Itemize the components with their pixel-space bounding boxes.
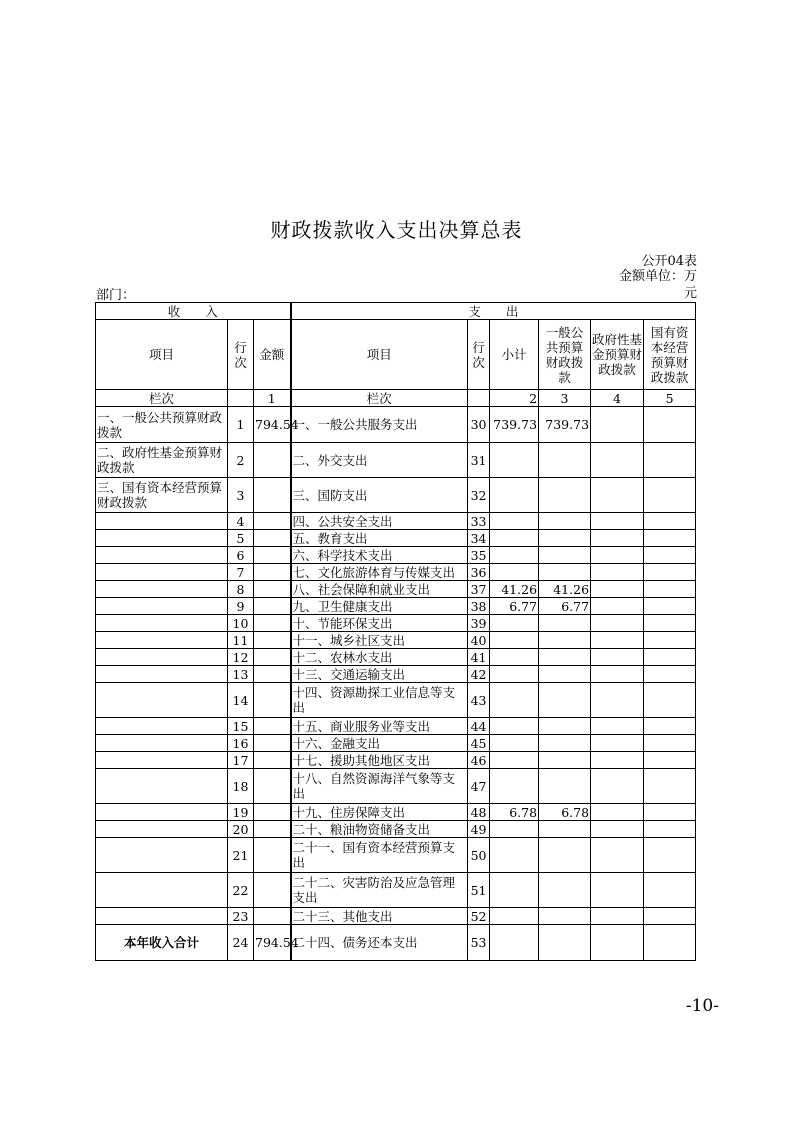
general-budget-cell xyxy=(539,718,591,735)
subtotal-header: 小计 xyxy=(490,320,539,390)
column-index-5: 5 xyxy=(644,390,696,407)
expense-line-cell: 43 xyxy=(468,683,490,718)
income-line-cell: 11 xyxy=(228,632,254,649)
income-amount-cell: 794.54 xyxy=(254,407,291,443)
table-row xyxy=(96,752,696,769)
expense-line-cell: 38 xyxy=(468,598,490,615)
table-row xyxy=(96,478,696,513)
table-row xyxy=(96,908,696,925)
subtotal-cell xyxy=(490,821,539,838)
subtotal-cell xyxy=(490,718,539,735)
income-item-cell xyxy=(96,718,228,735)
income-amount-cell xyxy=(254,547,291,564)
expense-item-cell: 二十一、国有资本经营预算支出 xyxy=(291,838,468,873)
subtotal-cell xyxy=(490,564,539,581)
general-budget-cell xyxy=(539,666,591,683)
state-capital-cell xyxy=(644,838,696,873)
table-row xyxy=(96,632,696,649)
expense-line-cell: 46 xyxy=(468,752,490,769)
expense-item-cell: 一、一般公共服务支出 xyxy=(291,407,468,443)
income-line-cell: 4 xyxy=(228,513,254,530)
state-capital-cell xyxy=(644,718,696,735)
income-item-cell xyxy=(96,649,228,666)
state-capital-cell xyxy=(644,513,696,530)
table-row xyxy=(96,735,696,752)
gov-fund-cell xyxy=(591,547,644,564)
income-line-cell: 2 xyxy=(228,443,254,478)
table-row xyxy=(96,530,696,547)
column-index-3: 3 xyxy=(539,390,591,407)
subtotal-cell xyxy=(490,478,539,513)
income-amount-cell xyxy=(254,564,291,581)
general-budget-cell xyxy=(539,547,591,564)
column-index-1: 1 xyxy=(254,390,291,407)
table-row xyxy=(96,598,696,615)
column-index-4: 4 xyxy=(591,390,644,407)
income-item-cell xyxy=(96,752,228,769)
income-amount-cell xyxy=(254,443,291,478)
income-line-cell: 23 xyxy=(228,908,254,925)
table-row xyxy=(96,769,696,804)
state-capital-cell xyxy=(644,407,696,443)
expense-item-cell: 二、外交支出 xyxy=(291,443,468,478)
expense-line-cell: 48 xyxy=(468,804,490,821)
gov-fund-cell xyxy=(591,925,644,961)
expense-line-cell: 34 xyxy=(468,530,490,547)
income-amount-cell xyxy=(254,598,291,615)
income-item-cell xyxy=(96,547,228,564)
state-capital-cell xyxy=(644,443,696,478)
expense-item-cell: 十一、城乡社区支出 xyxy=(291,632,468,649)
general-budget-cell xyxy=(539,615,591,632)
income-amount-cell xyxy=(254,908,291,925)
general-budget-cell: 41.26 xyxy=(539,581,591,598)
expense-item-cell: 二十、粮油物资储备支出 xyxy=(291,821,468,838)
expense-item-cell: 十三、交通运输支出 xyxy=(291,666,468,683)
expense-item-cell: 十四、资源勘探工业信息等支出 xyxy=(291,683,468,718)
general-budget-cell xyxy=(539,752,591,769)
gov-fund-cell xyxy=(591,821,644,838)
expense-item-cell: 十、节能环保支出 xyxy=(291,615,468,632)
expense-item-cell: 十二、农林水支出 xyxy=(291,649,468,666)
table-row xyxy=(96,443,696,478)
gov-fund-cell xyxy=(591,649,644,666)
income-item-cell xyxy=(96,564,228,581)
income-line-cell: 20 xyxy=(228,821,254,838)
expense-item-cell: 十五、商业服务业等支出 xyxy=(291,718,468,735)
table-row xyxy=(96,407,696,443)
general-budget-cell xyxy=(539,769,591,804)
subtotal-cell xyxy=(490,683,539,718)
income-item-cell xyxy=(96,873,228,908)
gov-fund-cell xyxy=(591,478,644,513)
expense-line-cell: 44 xyxy=(468,718,490,735)
state-capital-cell xyxy=(644,821,696,838)
gov-fund-cell xyxy=(591,683,644,718)
table-row xyxy=(96,683,696,718)
gov-fund-cell xyxy=(591,581,644,598)
income-line-cell: 21 xyxy=(228,838,254,873)
expense-line-cell: 51 xyxy=(468,873,490,908)
income-line-cell: 13 xyxy=(228,666,254,683)
table-row xyxy=(96,666,696,683)
income-line-cell: 9 xyxy=(228,598,254,615)
expense-line-cell: 45 xyxy=(468,735,490,752)
page-title: 财政拨款收入支出决算总表 xyxy=(270,218,523,242)
gov-fund-cell xyxy=(591,838,644,873)
column-index-2: 2 xyxy=(490,390,539,407)
general-budget-cell xyxy=(539,632,591,649)
expense-header: 支 出 xyxy=(291,303,696,320)
income-line-header: 行次 xyxy=(228,320,254,390)
expense-item-cell: 二十三、其他支出 xyxy=(291,908,468,925)
gov-fund-cell xyxy=(591,873,644,908)
income-item-cell xyxy=(96,735,228,752)
general-budget-cell xyxy=(539,443,591,478)
general-budget-cell: 739.73 xyxy=(539,407,591,443)
column-index-empty xyxy=(228,390,254,407)
expense-item-cell: 二十二、灾害防治及应急管理支出 xyxy=(291,873,468,908)
state-capital-cell xyxy=(644,873,696,908)
state-capital-cell xyxy=(644,615,696,632)
general-budget-cell xyxy=(539,925,591,961)
income-item-cell xyxy=(96,804,228,821)
income-line-cell: 19 xyxy=(228,804,254,821)
income-amount-cell xyxy=(254,632,291,649)
income-item-cell xyxy=(96,838,228,873)
income-item-cell: 三、国有资本经营预算财政拨款 xyxy=(96,478,228,513)
state-capital-cell xyxy=(644,478,696,513)
income-amount-cell xyxy=(254,873,291,908)
general-budget-cell: 6.77 xyxy=(539,598,591,615)
income-header: 收 入 xyxy=(96,303,291,320)
expense-item-cell: 十八、自然资源海洋气象等支出 xyxy=(291,769,468,804)
gov-fund-cell xyxy=(591,407,644,443)
expense-line-cell: 37 xyxy=(468,581,490,598)
general-budget-cell xyxy=(539,564,591,581)
income-line-cell: 14 xyxy=(228,683,254,718)
table-row xyxy=(96,513,696,530)
income-item-cell xyxy=(96,666,228,683)
amount-unit: 金额单位：万元 xyxy=(618,269,697,301)
gov-fund-cell xyxy=(591,752,644,769)
income-item-header: 项目 xyxy=(96,320,228,390)
gov-fund-cell xyxy=(591,735,644,752)
income-item-cell xyxy=(96,769,228,804)
expense-line-cell: 30 xyxy=(468,407,490,443)
general-budget-cell xyxy=(539,838,591,873)
subtotal-cell xyxy=(490,735,539,752)
subtotal-cell xyxy=(490,838,539,873)
table-row xyxy=(96,821,696,838)
subtotal-cell xyxy=(490,513,539,530)
income-item-cell: 本年收入合计 xyxy=(96,925,228,961)
general-budget-cell xyxy=(539,683,591,718)
subtotal-cell: 6.78 xyxy=(490,804,539,821)
income-line-cell: 1 xyxy=(228,407,254,443)
income-amount-cell: 794.54 xyxy=(254,925,291,961)
general-budget-cell xyxy=(539,649,591,666)
income-amount-cell xyxy=(254,615,291,632)
income-item-cell xyxy=(96,615,228,632)
income-item-cell: 一、一般公共预算财政拨款 xyxy=(96,407,228,443)
expense-item-cell: 九、卫生健康支出 xyxy=(291,598,468,615)
state-capital-cell xyxy=(644,804,696,821)
general-budget-cell xyxy=(539,478,591,513)
subtotal-cell xyxy=(490,530,539,547)
form-number: 公开04表 xyxy=(641,254,697,269)
income-line-cell: 5 xyxy=(228,530,254,547)
income-amount-cell xyxy=(254,530,291,547)
column-index-label: 栏次 xyxy=(96,390,228,407)
state-capital-cell xyxy=(644,769,696,804)
gov-fund-cell xyxy=(591,769,644,804)
table-row xyxy=(96,615,696,632)
expense-line-cell: 41 xyxy=(468,649,490,666)
state-capital-cell xyxy=(644,683,696,718)
expense-item-cell: 四、公共安全支出 xyxy=(291,513,468,530)
gov-fund-cell xyxy=(591,632,644,649)
income-item-cell xyxy=(96,821,228,838)
expense-line-cell: 32 xyxy=(468,478,490,513)
income-amount-cell xyxy=(254,718,291,735)
expense-line-cell: 31 xyxy=(468,443,490,478)
fiscal-summary-table xyxy=(95,302,696,961)
income-item-cell xyxy=(96,908,228,925)
expense-item-header: 项目 xyxy=(291,320,468,390)
income-line-cell: 16 xyxy=(228,735,254,752)
general-budget-cell xyxy=(539,873,591,908)
table-row xyxy=(96,838,696,873)
state-capital-cell xyxy=(644,752,696,769)
income-line-cell: 22 xyxy=(228,873,254,908)
income-line-cell: 12 xyxy=(228,649,254,666)
income-amount-header: 金额 xyxy=(254,320,291,390)
state-capital-cell xyxy=(644,530,696,547)
subtotal-cell: 6.77 xyxy=(490,598,539,615)
gov-fund-cell xyxy=(591,443,644,478)
subtotal-cell xyxy=(490,615,539,632)
gov-fund-cell xyxy=(591,666,644,683)
table-row xyxy=(96,649,696,666)
income-amount-cell xyxy=(254,513,291,530)
expense-item-cell: 五、教育支出 xyxy=(291,530,468,547)
state-capital-cell xyxy=(644,925,696,961)
state-capital-cell xyxy=(644,581,696,598)
income-amount-cell xyxy=(254,838,291,873)
state-capital-cell xyxy=(644,735,696,752)
expense-line-cell: 33 xyxy=(468,513,490,530)
general-budget-header: 一般公共预算财政拨款 xyxy=(539,320,591,390)
gov-fund-cell xyxy=(591,615,644,632)
subtotal-cell xyxy=(490,666,539,683)
income-line-cell: 10 xyxy=(228,615,254,632)
gov-fund-cell xyxy=(591,598,644,615)
income-line-cell: 6 xyxy=(228,547,254,564)
gov-fund-cell xyxy=(591,530,644,547)
expense-line-header: 行次 xyxy=(468,320,490,390)
gov-fund-cell xyxy=(591,804,644,821)
state-capital-cell xyxy=(644,547,696,564)
expense-line-cell: 35 xyxy=(468,547,490,564)
state-capital-cell xyxy=(644,666,696,683)
income-line-cell: 17 xyxy=(228,752,254,769)
table-row xyxy=(96,581,696,598)
expense-line-cell: 40 xyxy=(468,632,490,649)
page-number: -10- xyxy=(685,996,719,1016)
subtotal-cell: 41.26 xyxy=(490,581,539,598)
income-line-cell: 7 xyxy=(228,564,254,581)
income-amount-cell xyxy=(254,769,291,804)
general-budget-cell xyxy=(539,513,591,530)
table-row xyxy=(96,547,696,564)
gov-fund-cell xyxy=(591,718,644,735)
state-capital-cell xyxy=(644,908,696,925)
state-capital-cell xyxy=(644,564,696,581)
income-amount-cell xyxy=(254,821,291,838)
expense-item-cell: 六、科学技术支出 xyxy=(291,547,468,564)
gov-fund-cell xyxy=(591,564,644,581)
income-line-cell: 24 xyxy=(228,925,254,961)
income-line-cell: 8 xyxy=(228,581,254,598)
income-item-cell xyxy=(96,530,228,547)
table-row xyxy=(96,564,696,581)
income-amount-cell xyxy=(254,735,291,752)
state-capital-header: 国有资本经营预算财政拨款 xyxy=(644,320,696,390)
general-budget-cell xyxy=(539,530,591,547)
income-amount-cell xyxy=(254,683,291,718)
income-amount-cell xyxy=(254,804,291,821)
subtotal-cell xyxy=(490,908,539,925)
expense-line-cell: 50 xyxy=(468,838,490,873)
income-amount-cell xyxy=(254,649,291,666)
general-budget-cell: 6.78 xyxy=(539,804,591,821)
income-line-cell: 3 xyxy=(228,478,254,513)
table-row xyxy=(96,925,696,961)
expense-line-cell: 47 xyxy=(468,769,490,804)
income-item-cell: 二、政府性基金预算财政拨款 xyxy=(96,443,228,478)
income-item-cell xyxy=(96,598,228,615)
subtotal-cell xyxy=(490,873,539,908)
state-capital-cell xyxy=(644,632,696,649)
income-amount-cell xyxy=(254,581,291,598)
table-row xyxy=(96,804,696,821)
expense-line-cell: 36 xyxy=(468,564,490,581)
income-item-cell xyxy=(96,513,228,530)
expense-line-cell: 49 xyxy=(468,821,490,838)
table-row xyxy=(96,718,696,735)
income-amount-cell xyxy=(254,752,291,769)
subtotal-cell xyxy=(490,649,539,666)
expense-item-cell: 十七、援助其他地区支出 xyxy=(291,752,468,769)
subtotal-cell xyxy=(490,443,539,478)
subtotal-cell xyxy=(490,925,539,961)
state-capital-cell xyxy=(644,598,696,615)
expense-line-cell: 42 xyxy=(468,666,490,683)
subtotal-cell xyxy=(490,547,539,564)
gov-fund-cell xyxy=(591,908,644,925)
income-item-cell xyxy=(96,632,228,649)
expense-item-cell: 二十四、债务还本支出 xyxy=(291,925,468,961)
column-index-empty-2 xyxy=(468,390,490,407)
expense-item-cell: 八、社会保障和就业支出 xyxy=(291,581,468,598)
expense-item-cell: 七、文化旅游体育与传媒支出 xyxy=(291,564,468,581)
general-budget-cell xyxy=(539,908,591,925)
state-capital-cell xyxy=(644,649,696,666)
table-row xyxy=(96,873,696,908)
expense-line-cell: 52 xyxy=(468,908,490,925)
income-item-cell xyxy=(96,581,228,598)
income-line-cell: 18 xyxy=(228,769,254,804)
income-item-cell xyxy=(96,683,228,718)
subtotal-cell xyxy=(490,752,539,769)
subtotal-cell xyxy=(490,769,539,804)
subtotal-cell: 739.73 xyxy=(490,407,539,443)
column-index-label-2: 栏次 xyxy=(291,390,468,407)
gov-fund-header: 政府性基金预算财政拨款 xyxy=(591,320,644,390)
department-label: 部门： xyxy=(96,288,136,303)
general-budget-cell xyxy=(539,735,591,752)
general-budget-cell xyxy=(539,821,591,838)
expense-item-cell: 十九、住房保障支出 xyxy=(291,804,468,821)
expense-item-cell: 三、国防支出 xyxy=(291,478,468,513)
expense-line-cell: 39 xyxy=(468,615,490,632)
income-amount-cell xyxy=(254,478,291,513)
expense-item-cell: 十六、金融支出 xyxy=(291,735,468,752)
expense-line-cell: 53 xyxy=(468,925,490,961)
income-amount-cell xyxy=(254,666,291,683)
subtotal-cell xyxy=(490,632,539,649)
income-line-cell: 15 xyxy=(228,718,254,735)
gov-fund-cell xyxy=(591,513,644,530)
